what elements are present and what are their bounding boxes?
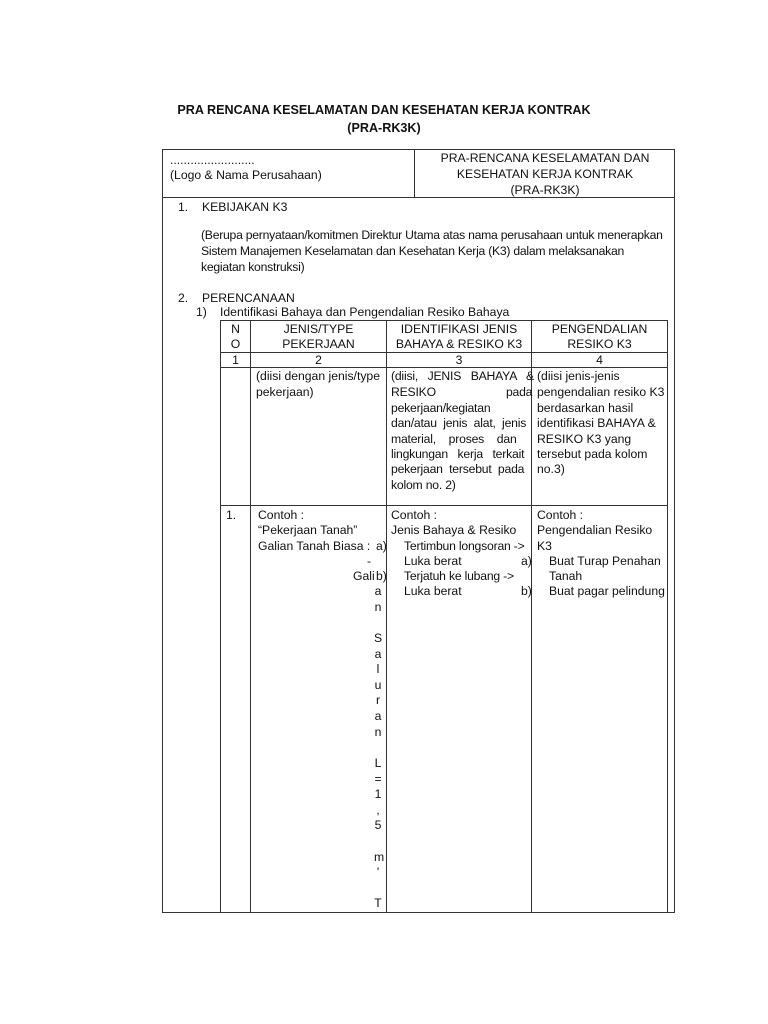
vertical-char: S [374, 631, 383, 645]
header-right-line1: PRA-RENCANA KESELAMATAN DAN [440, 151, 650, 165]
colnum-3: 3 [455, 353, 463, 367]
vertical-char: 1 [374, 787, 382, 801]
section1-heading: KEBIJAKAN K3 [202, 200, 288, 214]
guide-peng-6: tersebut pada kolom [537, 447, 648, 461]
guide-ident-6: lingkungan kerja terkait [391, 447, 525, 461]
th-jenis-2: PEKERJAAN [282, 337, 355, 351]
section1-para-line1: (Berupa pernyataan/komitmen Direktur Utama atas nama perusahaan untuk menerapkan [201, 228, 663, 242]
example-jenis-quote: “Pekerjaan Tanah” [258, 523, 358, 537]
table-border-left [220, 320, 221, 913]
vertical-char: l [376, 662, 380, 676]
guide-peng-2: pengendalian resiko K3 [537, 385, 665, 399]
table-border-right [667, 320, 668, 913]
example-ident-marker-a: a) [521, 554, 532, 568]
example-jenis-marker-b: b) [376, 569, 387, 583]
vertical-char: 5 [374, 818, 382, 832]
vertical-char: u [374, 678, 382, 692]
example-jenis-galian: Galian Tanah Biasa : [258, 539, 371, 553]
guide-jenis-1: (diisi dengan jenis/type [256, 369, 380, 383]
section1-para-line3: kegiatan konstruksi) [201, 260, 305, 274]
guide-ident-4: dan/atau jenis alat, jenis [391, 416, 527, 430]
guide-ident-3: pekerjaan/kegiatan [391, 401, 491, 415]
example-ident-marker-b: b) [521, 584, 532, 598]
document-title: PRA RENCANA KESELAMATAN DAN KESEHATAN KERJA KONTRAK [177, 103, 591, 117]
guide-ident-2: RESIKO pada [391, 385, 533, 399]
th-peng-2: RESIKO K3 [567, 337, 632, 351]
vertical-char: , [376, 803, 380, 817]
table-col-divider-2 [386, 320, 387, 913]
header-right-line2: KESEHATAN KERJA KONTRAK [456, 167, 634, 181]
th-ident-2: BAHAYA & RESIKO K3 [395, 337, 523, 351]
example-peng-title-1: Pengendalian Resiko [537, 523, 653, 537]
subsection-heading: Identifikasi Bahaya dan Pengendalian Resiko Bahaya [220, 305, 510, 319]
guide-peng-3: berdasarkan hasil [537, 401, 634, 415]
vertical-char: a [374, 709, 382, 723]
th-no-1: N [231, 322, 240, 336]
colnum-4: 4 [596, 353, 603, 367]
document-subtitle: (PRA-RK3K) [347, 121, 421, 135]
guide-peng-5: RESIKO K3 yang [537, 432, 632, 446]
colnum-1: 1 [232, 353, 239, 367]
vertical-char: r [375, 693, 381, 707]
guide-ident-8: kolom no. 2) [391, 478, 456, 492]
section2-heading: PERENCANAAN [202, 291, 295, 305]
section2-number: 2. [178, 291, 189, 305]
example-ident-b-line2: Luka berat [404, 584, 462, 598]
logo-label: (Logo & Nama Perusahaan) [170, 168, 322, 182]
vertical-char: T [374, 896, 382, 910]
vertical-char: = [374, 772, 382, 786]
th-peng-1: PENGENDALIAN [551, 322, 648, 336]
example-peng-contoh: Contoh : [537, 508, 584, 522]
guide-ident-5: material, proses dan [391, 432, 517, 446]
example-jenis-dash: - [367, 554, 372, 568]
table-col-divider-1 [250, 320, 251, 913]
th-jenis-1: JENIS/TYPE [283, 322, 354, 336]
example-jenis-gali: Gali [353, 569, 375, 583]
vertical-char: n [374, 725, 382, 739]
example-peng-title-2: K3 [537, 539, 552, 553]
example-ident-title: Jenis Bahaya & Resiko [391, 523, 517, 537]
example-no: 1. [226, 508, 237, 522]
example-ident-a-line2: Luka berat [404, 554, 462, 568]
vertical-char: L [374, 756, 382, 770]
vertical-char: a [374, 584, 382, 598]
vertical-char: a [374, 647, 382, 661]
example-jenis-contoh: Contoh : [258, 508, 305, 522]
table-col-divider-3 [531, 320, 532, 913]
example-peng-a-line1: Buat Turap Penahan [549, 554, 661, 568]
guide-peng-7: no.3) [537, 462, 565, 476]
example-ident-b-line1: Terjatuh ke lubang -> [404, 569, 514, 583]
colnum-2: 2 [315, 353, 322, 367]
header-right-line3: (PRA-RK3K) [510, 183, 580, 197]
guide-peng-4: identifikasi BAHAYA & [537, 416, 656, 430]
th-no-2: O [230, 337, 241, 351]
example-ident-a-line1: Tertimbun longsoran -> [404, 539, 525, 553]
example-ident-contoh: Contoh : [391, 508, 438, 522]
vertical-char: n [374, 600, 382, 614]
guide-ident-1: (diisi, JENIS BAHAYA & [391, 369, 534, 383]
vertical-char: ' [376, 865, 380, 879]
guide-ident-7: pekerjaan tersebut pada [391, 462, 525, 476]
guide-jenis-2: pekerjaan) [256, 385, 314, 399]
example-peng-a-line2: Tanah [549, 569, 583, 583]
example-jenis-marker-a: a) [376, 539, 387, 553]
guide-peng-1: (diisi jenis-jenis [537, 369, 620, 383]
logo-dots: ......................... [170, 153, 255, 167]
th-ident-1: IDENTIFIKASI JENIS [400, 322, 518, 336]
table-guide-line [220, 505, 668, 506]
section1-number: 1. [178, 200, 189, 214]
vertical-char: m [374, 850, 385, 864]
example-peng-b: Buat pagar pelindung [549, 584, 665, 598]
subsection-number: 1) [196, 305, 207, 319]
section1-para-line2: Sistem Manajemen Keselamatan dan Kesehatan Kerja (K3) dalam melaksanakan [201, 244, 625, 258]
